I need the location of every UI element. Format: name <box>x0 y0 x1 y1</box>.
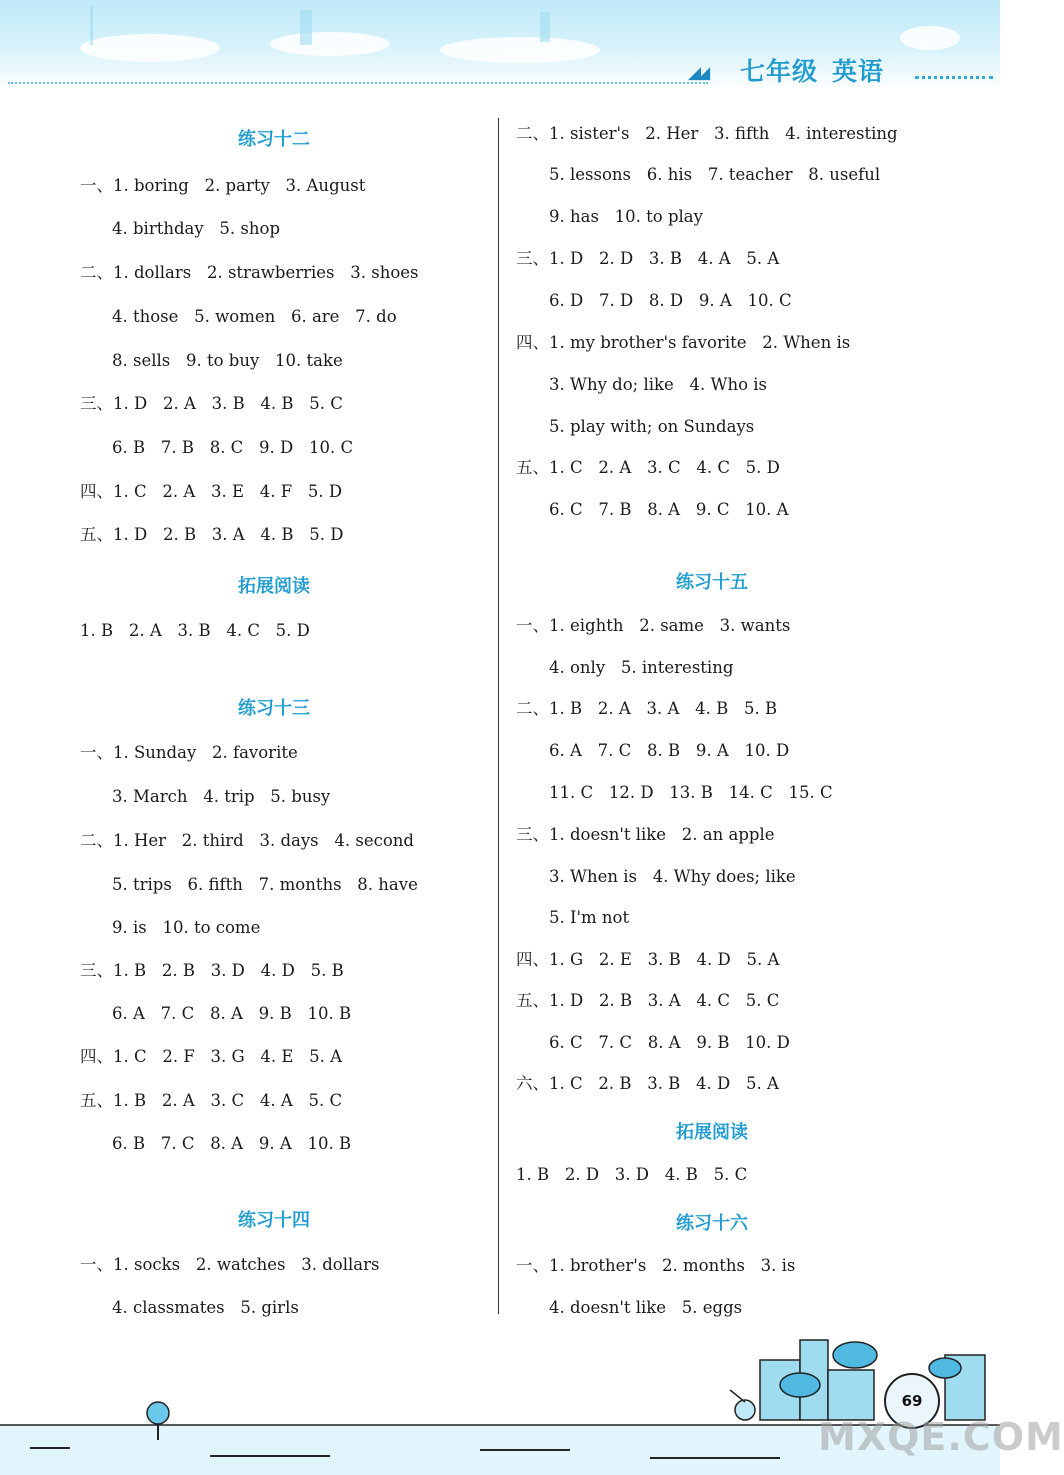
answer-line: 五、1. B 2. A 3. C 4. A 5. C <box>80 1091 343 1110</box>
arrow-marker-icon: ◢◢ <box>688 63 707 83</box>
answer-line: 二、1. dollars 2. strawberries 3. shoes <box>80 263 419 282</box>
section-title-15: 练习十五 <box>676 572 748 593</box>
answer-line: 一、1. brother's 2. months 3. is <box>516 1256 796 1275</box>
answer-line: 6. C 7. C 8. A 9. B 10. D <box>549 1033 790 1052</box>
answer-line: 4. doesn't like 5. eggs <box>549 1298 743 1317</box>
answer-line: 6. D 7. D 8. D 9. A 10. C <box>549 291 792 310</box>
answer-line: 四、1. my brother's favorite 2. When is <box>516 333 851 352</box>
answer-line: 6. B 7. C 8. A 9. A 10. B <box>112 1134 352 1153</box>
page-header <box>740 52 884 88</box>
answer-line: 4. birthday 5. shop <box>112 219 281 238</box>
answer-line: 一、1. Sunday 2. favorite <box>80 743 298 762</box>
answer-line: 4. those 5. women 6. are 7. do <box>112 307 397 326</box>
answer-line: 3. March 4. trip 5. busy <box>112 787 331 806</box>
column-divider <box>498 118 499 1314</box>
section-title-extended-reading: 拓展阅读 <box>238 576 310 597</box>
answer-line: 3. Why do; like 4. Who is <box>549 375 767 394</box>
answer-line: 4. classmates 5. girls <box>112 1298 299 1317</box>
answer-line: 三、1. B 2. B 3. D 4. D 5. B <box>80 961 344 980</box>
answer-line: 六、1. C 2. B 3. B 4. D 5. A <box>516 1074 779 1093</box>
answer-line: 8. sells 9. to buy 10. take <box>112 351 343 370</box>
answer-line: 5. lessons 6. his 7. teacher 8. useful <box>549 165 881 184</box>
answer-line: 6. B 7. B 8. C 9. D 10. C <box>112 438 354 457</box>
answer-line: 四、1. C 2. F 3. G 4. E 5. A <box>80 1047 343 1066</box>
answer-line: 11. C 12. D 13. B 14. C 15. C <box>549 783 833 802</box>
section-title-13: 练习十三 <box>238 698 310 719</box>
answer-line: 6. A 7. C 8. B 9. A 10. D <box>549 741 790 760</box>
page-number: 69 <box>884 1373 940 1429</box>
answer-line: 9. has 10. to play <box>549 207 703 226</box>
answer-line: 5. I'm not <box>549 908 630 927</box>
answer-line: 三、1. D 2. D 3. B 4. A 5. A <box>516 249 780 268</box>
answer-line: 一、1. boring 2. party 3. August <box>80 176 366 195</box>
answer-line: 五、1. D 2. B 3. A 4. B 5. D <box>80 525 344 544</box>
answer-line: 三、1. doesn't like 2. an apple <box>516 825 775 844</box>
answer-line: 1. B 2. D 3. D 4. B 5. C <box>516 1165 748 1184</box>
section-title-12: 练习十二 <box>238 129 310 150</box>
answer-line: 6. A 7. C 8. A 9. B 10. B <box>112 1004 352 1023</box>
answer-line: 1. B 2. A 3. B 4. C 5. D <box>80 621 310 640</box>
header-dotted-rule-right <box>915 76 993 79</box>
section-title-14: 练习十四 <box>238 1210 310 1231</box>
header-dotted-rule <box>8 82 708 84</box>
answer-line: 二、1. sister's 2. Her 3. fifth 4. interesting <box>516 124 898 143</box>
answer-line: 9. is 10. to come <box>112 918 261 937</box>
answer-line: 四、1. C 2. A 3. E 4. F 5. D <box>80 482 343 501</box>
answer-line: 一、1. eighth 2. same 3. wants <box>516 616 791 635</box>
answer-line: 5. play with; on Sundays <box>549 417 755 436</box>
answer-line: 三、1. D 2. A 3. B 4. B 5. C <box>80 394 343 413</box>
watermark-text: MXQE.COM <box>818 1415 1064 1459</box>
answer-line: 4. only 5. interesting <box>549 658 734 677</box>
section-title-extended-reading: 拓展阅读 <box>676 1122 748 1143</box>
answer-line: 五、1. C 2. A 3. C 4. C 5. D <box>516 458 780 477</box>
subject-label: 英语 <box>832 57 885 86</box>
answer-line: 一、1. socks 2. watches 3. dollars <box>80 1255 380 1274</box>
section-title-16: 练习十六 <box>676 1213 748 1234</box>
answer-line: 6. C 7. B 8. A 9. C 10. A <box>549 500 789 519</box>
answer-line: 二、1. Her 2. third 3. days 4. second <box>80 831 414 850</box>
answer-line: 3. When is 4. Why does; like <box>549 867 796 886</box>
answer-line: 五、1. D 2. B 3. A 4. C 5. C <box>516 991 780 1010</box>
answer-line: 5. trips 6. fifth 7. months 8. have <box>112 875 418 894</box>
grade-label: 七年级 <box>740 57 819 86</box>
answer-line: 四、1. G 2. E 3. B 4. D 5. A <box>516 950 780 969</box>
answer-line: 二、1. B 2. A 3. A 4. B 5. B <box>516 699 778 718</box>
